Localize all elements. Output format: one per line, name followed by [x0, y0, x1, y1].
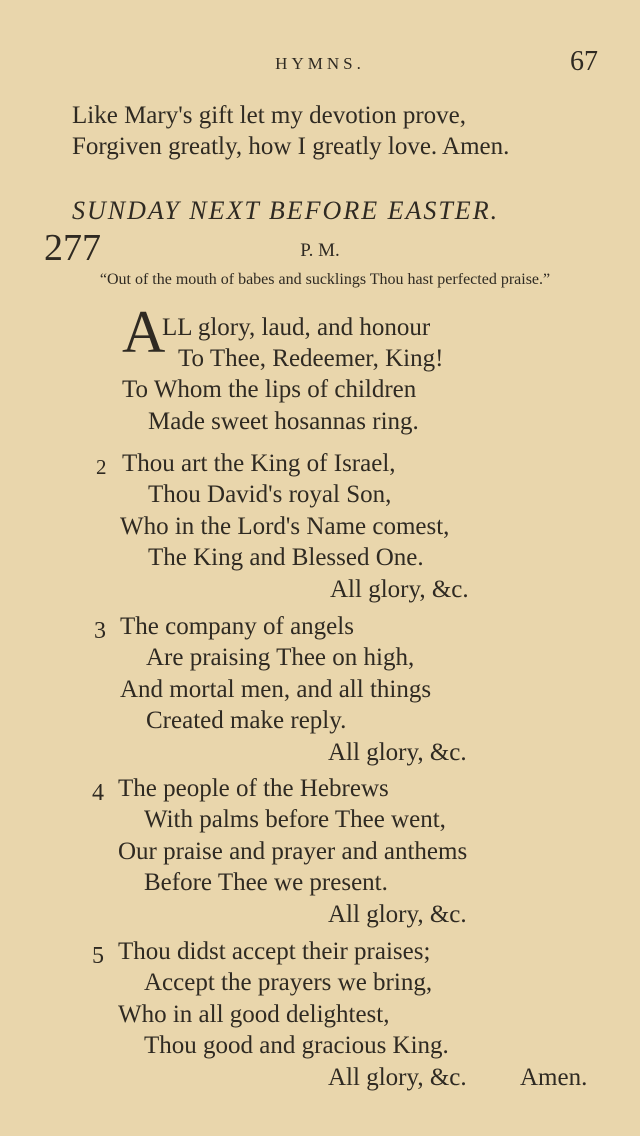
verse-3-line-2: Are praising Thee on high, — [146, 644, 415, 671]
carryover-line-1: Like Mary's gift let my devotion prove, — [72, 102, 467, 129]
verse-3-refrain: All glory, &c. — [328, 739, 467, 766]
verse-3-line-4: Created make reply. — [146, 707, 347, 734]
verse-1-line-2: To Thee, Redeemer, King! — [178, 345, 444, 372]
verse-5-line-4: Thou good and gracious King. — [144, 1032, 449, 1059]
verse-5-line-2: Accept the prayers we bring, — [144, 969, 433, 996]
verse-2-refrain: All glory, &c. — [330, 576, 469, 603]
carryover-line-2: Forgiven greatly, how I greatly love. Amen. — [72, 133, 510, 160]
verse-5-refrain: All glory, &c. — [328, 1064, 467, 1091]
verse-number: 2 — [96, 455, 107, 479]
verse-4-refrain: All glory, &c. — [328, 901, 467, 928]
page-number: 67 — [570, 46, 598, 77]
verse-5-amen: Amen. — [520, 1064, 588, 1091]
verse-2-line-4: The King and Blessed One. — [148, 544, 424, 571]
verse-5-line-1: Thou didst accept their praises; — [118, 938, 431, 965]
verse-2-line-2: Thou David's royal Son, — [148, 481, 392, 508]
verse-3-line-1: The company of angels — [120, 613, 354, 640]
verse-1-line-4: Made sweet hosannas ring. — [148, 408, 419, 435]
verse-4-line-4: Before Thee we present. — [144, 869, 388, 896]
verse-2-line-3: Who in the Lord's Name comest, — [120, 513, 450, 540]
verse-1-line-3: To Whom the lips of children — [122, 376, 417, 403]
verse-5-line-3: Who in all good delightest, — [118, 1001, 390, 1028]
verse-4-line-3: Our praise and prayer and anthems — [118, 838, 468, 865]
verse-4-line-2: With palms before Thee went, — [144, 806, 446, 833]
verse-1-line-1: LL glory, laud, and honour — [162, 314, 431, 341]
section-title: SUNDAY NEXT BEFORE EASTER. — [72, 196, 500, 225]
verse-number: 3 — [94, 618, 106, 644]
verse-number: 5 — [92, 943, 104, 969]
verse-4-line-1: The people of the Hebrews — [118, 775, 389, 802]
verse-2-line-1: Thou art the King of Israel, — [122, 450, 396, 477]
hymn-number: 277 — [44, 227, 101, 269]
running-head: HYMNS. — [275, 54, 365, 73]
verse-number: 4 — [92, 780, 104, 806]
hymn-epigraph: “Out of the mouth of babes and sucklings Thou hast perfected praise.” — [99, 271, 551, 288]
drop-cap: A — [122, 299, 166, 365]
hymn-meter: P. M. — [300, 240, 340, 261]
verse-3-line-3: And mortal men, and all things — [120, 676, 432, 703]
